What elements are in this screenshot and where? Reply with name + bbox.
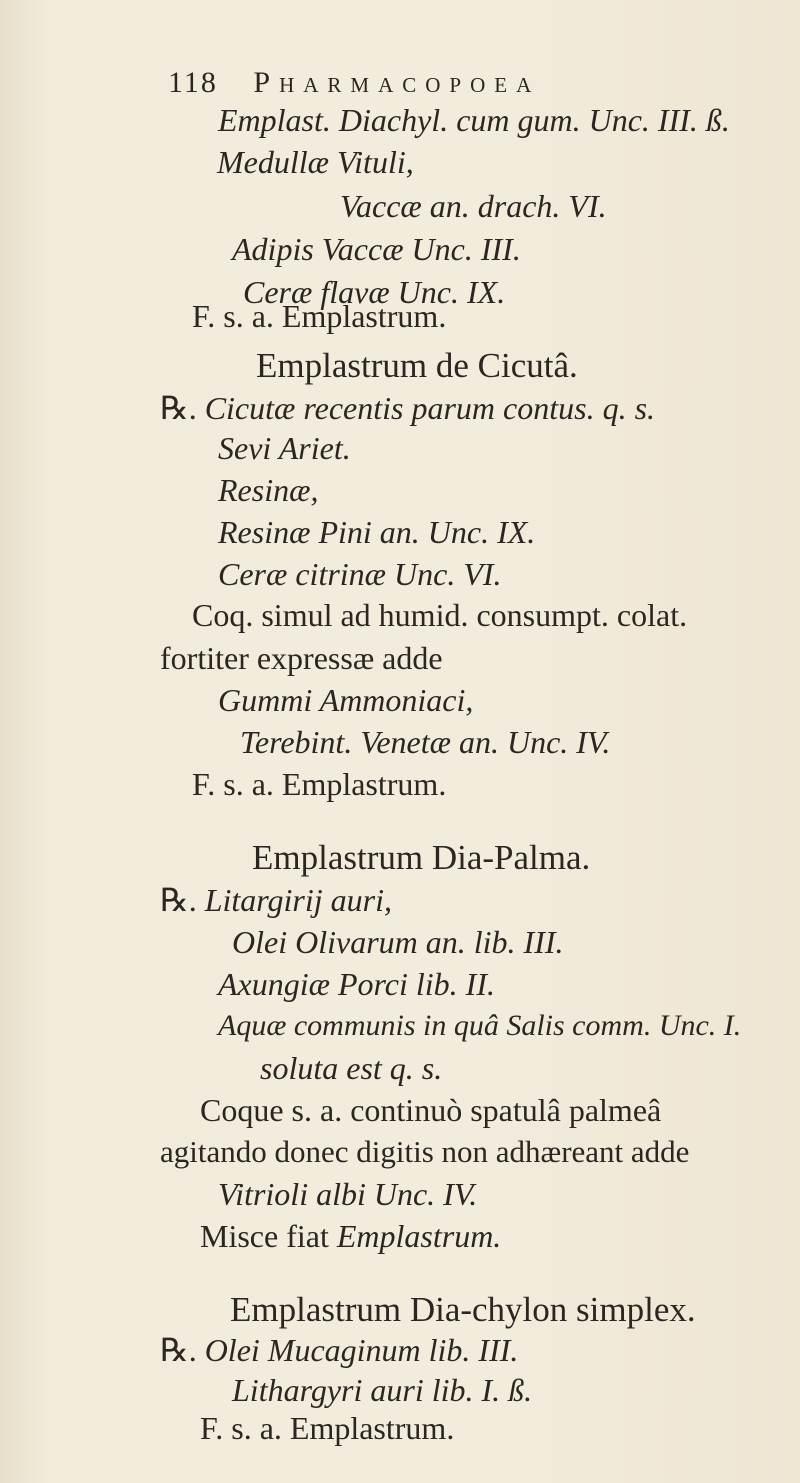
body-text: agitando donec digitis non adhæreant adde: [160, 1134, 690, 1169]
running-header: [168, 66, 540, 100]
ingredient-line: Terebint. Venetæ an. Unc. IV.: [240, 724, 611, 760]
page-number: 118: [168, 66, 218, 99]
ingredient-line: Medullæ Vituli,: [217, 144, 414, 180]
body-text: Coque s. a. continuò spatulâ palmeâ: [200, 1092, 662, 1128]
recipe-symbol: ℞.: [160, 390, 197, 426]
ingredient-line: Cicutæ recentis parum contus. q. s.: [204, 390, 656, 426]
section-heading: Emplastrum de Cicutâ.: [256, 346, 578, 385]
recipe-symbol: ℞.: [160, 882, 197, 918]
ingredient-line: soluta est q. s.: [260, 1050, 443, 1086]
ingredient-line: Ceræ flavæ Unc. IX.: [243, 274, 506, 310]
closing-line: F. s. a. Emplastrum.: [192, 298, 447, 334]
section-heading: Emplastrum Dia-Palma.: [252, 838, 591, 877]
ingredient-line: Adipis Vaccæ Unc. III.: [232, 231, 521, 267]
ingredient-line: Ceræ citrinæ Unc. VI.: [218, 556, 502, 592]
body-text: fortiter expressæ adde: [160, 640, 443, 676]
ingredient-line: Litargirij auri,: [204, 882, 392, 918]
recipe-symbol: ℞.: [160, 1332, 197, 1368]
closing-italic: Emplastrum.: [336, 1218, 502, 1254]
running-title: Pharmacopoea: [253, 66, 541, 99]
ingredient-line: Aquæ communis in quâ Salis comm. Unc. I.: [218, 1009, 742, 1042]
ingredient-line: Axungiæ Porci lib. II.: [218, 966, 495, 1002]
ingredient-line: Vaccæ an. drach. VI.: [340, 188, 607, 224]
ingredient-line: Emplast. Diachyl. cum gum. Unc. III. ß.: [218, 102, 730, 138]
ingredient-line: Resinæ Pini an. Unc. IX.: [218, 514, 536, 550]
closing-line: F. s. a. Emplastrum.: [200, 1410, 455, 1446]
ingredient-line: Gummi Ammoniaci,: [218, 682, 474, 718]
body-text: Coq. simul ad humid. consumpt. colat.: [192, 597, 688, 633]
ingredient-line: Resinæ,: [218, 472, 319, 508]
ingredient-line: Vitrioli albi Unc. IV.: [218, 1176, 478, 1212]
closing-line: F. s. a. Emplastrum.: [192, 766, 447, 802]
ingredient-line: Lithargyri auri lib. I. ß.: [232, 1372, 533, 1408]
closing-line: [200, 1216, 501, 1256]
ingredient-line: Sevi Ariet.: [218, 430, 351, 466]
closing-prefix: Misce fiat: [200, 1218, 329, 1254]
section-heading: Emplastrum Dia-chylon simplex.: [230, 1290, 696, 1329]
ingredient-line: Olei Mucaginum lib. III.: [204, 1332, 519, 1368]
ingredient-line: Olei Olivarum an. lib. III.: [232, 924, 564, 960]
